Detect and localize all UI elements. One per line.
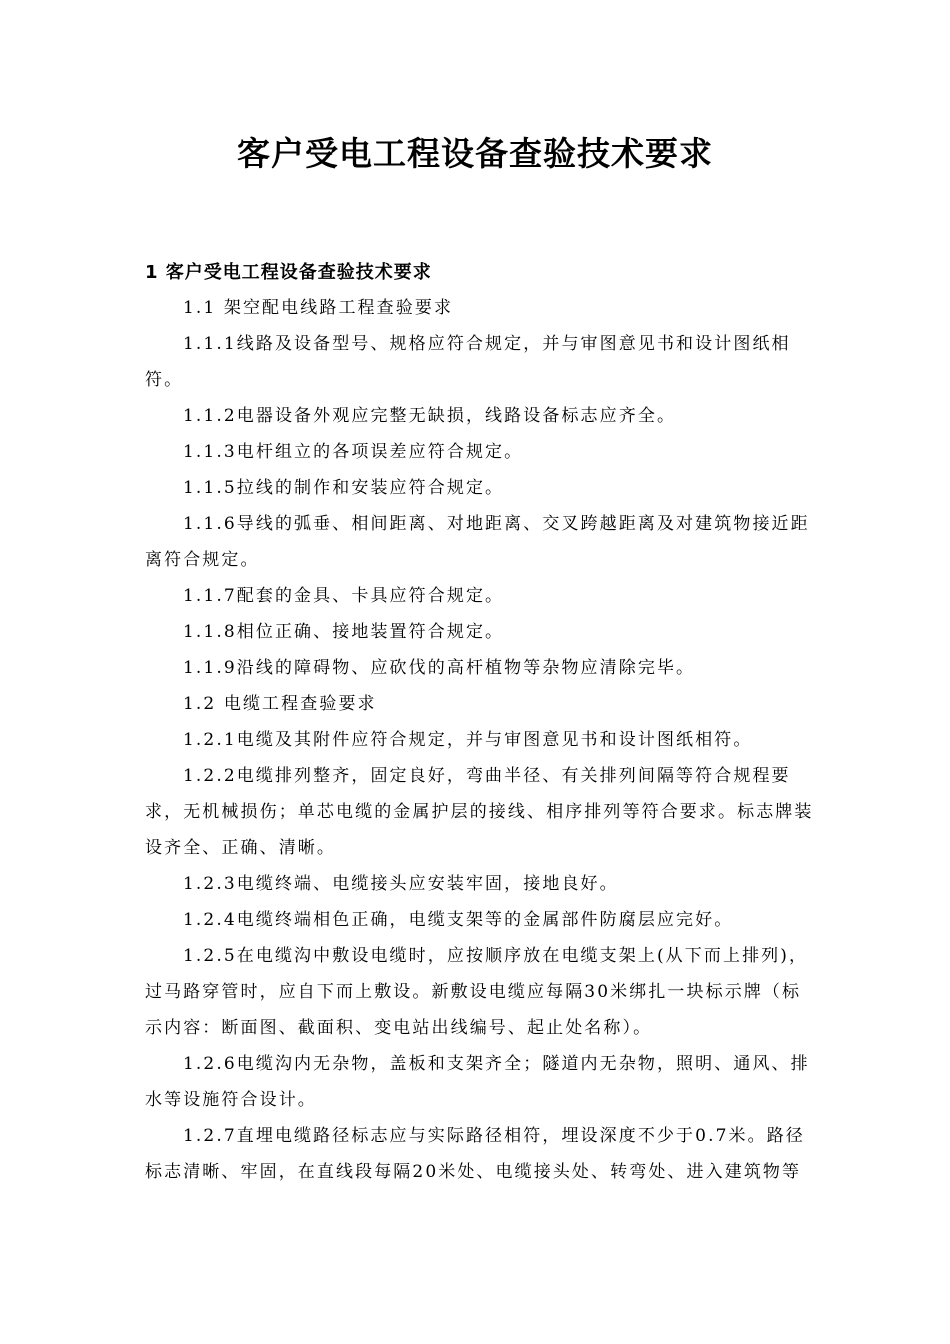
paragraph-1-1-8: 1.1.8相位正确、接地装置符合规定。 [183,622,505,642]
paragraph-1-1: 1.1 架空配电线路工程查验要求 [183,298,454,318]
paragraph-1-2-1: 1.2.1电缆及其附件应符合规定，并与审图意见书和设计图纸相符。 [183,730,753,750]
paragraph-1-1-7: 1.1.7配套的金具、卡具应符合规定。 [183,586,505,606]
paragraph-1-2: 1.2 电缆工程查验要求 [183,694,377,714]
paragraph-1-1-2: 1.1.2电器设备外观应完整无缺损，线路设备标志应齐全。 [183,406,677,426]
paragraph-1-2-5: 1.2.5在电缆沟中敷设电缆时，应按顺序放在电缆支架上(从下而上排列)，过马路穿管时，应自下而上敷设。新敷设电缆应每隔30米绑扎一块标示牌（标示内容：断面图、截面积、变电站出线编号、起止处名称）。 [145,946,809,1038]
paragraph-1-1-6: 1.1.6导线的弧垂、相间距离、对地距离、交叉跨越距离及对建筑物接近距离符合规定。 [145,514,810,570]
paragraph-1-2-4: 1.2.4电缆终端相色正确，电缆支架等的金属部件防腐层应完好。 [183,910,734,930]
paragraph-1-2-6: 1.2.6电缆沟内无杂物，盖板和支架齐全；隧道内无杂物，照明、通风、排水等设施符合设计。 [145,1054,810,1110]
paragraph-1-2-7: 1.2.7直埋电缆路径标志应与实际路径相符，埋设深度不少于0.7米。路径标志清晰、牢固，在直线段每隔20米处、电缆接头处、转弯处、进入建筑物等 [145,1126,805,1182]
document-body [145,290,817,1190]
paragraph-1-1-9: 1.1.9沿线的障碍物、应砍伐的高杆植物等杂物应清除完毕。 [183,658,696,678]
paragraph-1-1-3: 1.1.3电杆组立的各项误差应符合规定。 [183,442,524,462]
paragraph-1-1-5: 1.1.5拉线的制作和安装应符合规定。 [183,478,505,498]
paragraph-1-1-1: 1.1.1线路及设备型号、规格应符合规定，并与审图意见书和设计图纸相符。 [145,334,791,390]
paragraph-1-2-3: 1.2.3电缆终端、电缆接头应安装牢固，接地良好。 [183,874,619,894]
paragraph-1-2-2: 1.2.2电缆排列整齐，固定良好，弯曲半径、有关排列间隔等符合规程要求，无机械损伤；单芯电缆的金属护层的接线、相序排列等符合要求。标志牌装设齐全、正确、清晰。 [145,766,814,858]
document-title: 客户受电工程设备查验技术要求 [237,134,713,173]
section-heading: 1 客户受电工程设备查验技术要求 [145,262,432,283]
